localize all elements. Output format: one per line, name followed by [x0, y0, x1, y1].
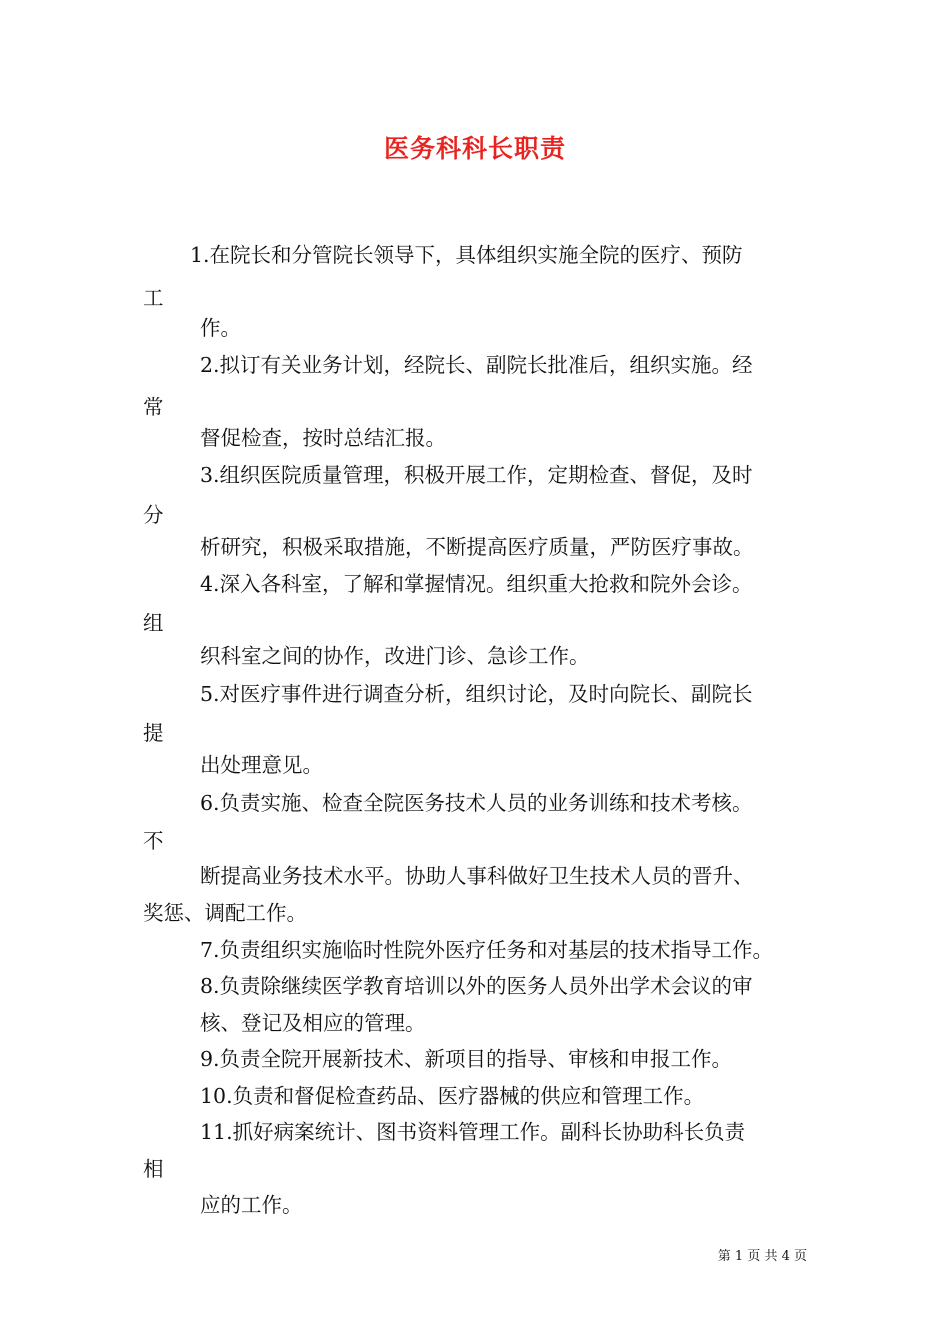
body-line: 10.负责和督促检查药品、医疗器械的供应和管理工作。 [200, 1084, 705, 1108]
body-line: 11.抓好病案统计、图书资料管理工作。副科长协助科长负责 [200, 1120, 746, 1144]
body-line: 督促检查，按时总结汇报。 [200, 426, 446, 450]
body-line: 8.负责除继续医学教育培训以外的医务人员外出学术会议的审 [200, 974, 753, 998]
body-line: 织科室之间的协作，改进门诊、急诊工作。 [200, 644, 590, 668]
body-line: 不 [143, 829, 164, 853]
body-line: 2.拟订有关业务计划，经院长、副院长批准后，组织实施。经 [200, 353, 753, 377]
body-line: 4.深入各科室，了解和掌握情况。组织重大抢救和院外会诊。 [200, 572, 753, 596]
body-line: 核、登记及相应的管理。 [200, 1011, 426, 1035]
body-line: 奖惩、调配工作。 [143, 901, 307, 925]
body-line: 3.组织医院质量管理，积极开展工作，定期检查、督促，及时 [200, 463, 753, 487]
body-line: 常 [143, 395, 164, 419]
body-line: 提 [143, 721, 164, 745]
body-line: 9.负责全院开展新技术、新项目的指导、审核和申报工作。 [200, 1047, 733, 1071]
document-title: 医务科科长职责 [383, 134, 566, 163]
body-line: 应的工作。 [200, 1193, 303, 1217]
body-line: 5.对医疗事件进行调查分析，组织讨论，及时向院长、副院长 [200, 682, 753, 706]
body-line: 分 [143, 503, 164, 527]
body-line: 析研究，积极采取措施，不断提高医疗质量，严防医疗事故。 [200, 535, 754, 559]
page-number: 第 1 页 共 4 页 [717, 1249, 807, 1264]
body-line: 7.负责组织实施临时性院外医疗任务和对基层的技术指导工作。 [200, 938, 774, 962]
body-line: 6.负责实施、检查全院医务技术人员的业务训练和技术考核。 [200, 791, 753, 815]
body-line: 出处理意见。 [200, 753, 323, 777]
body-line: 工 [143, 286, 164, 310]
body-line: 作。 [200, 316, 241, 340]
body-line: 组 [143, 611, 164, 635]
body-line: 1.在院长和分管院长领导下，具体组织实施全院的医疗、预防 [190, 243, 743, 267]
body-line: 相 [143, 1157, 164, 1181]
body-line: 断提高业务技术水平。协助人事科做好卫生技术人员的晋升、 [200, 864, 754, 888]
